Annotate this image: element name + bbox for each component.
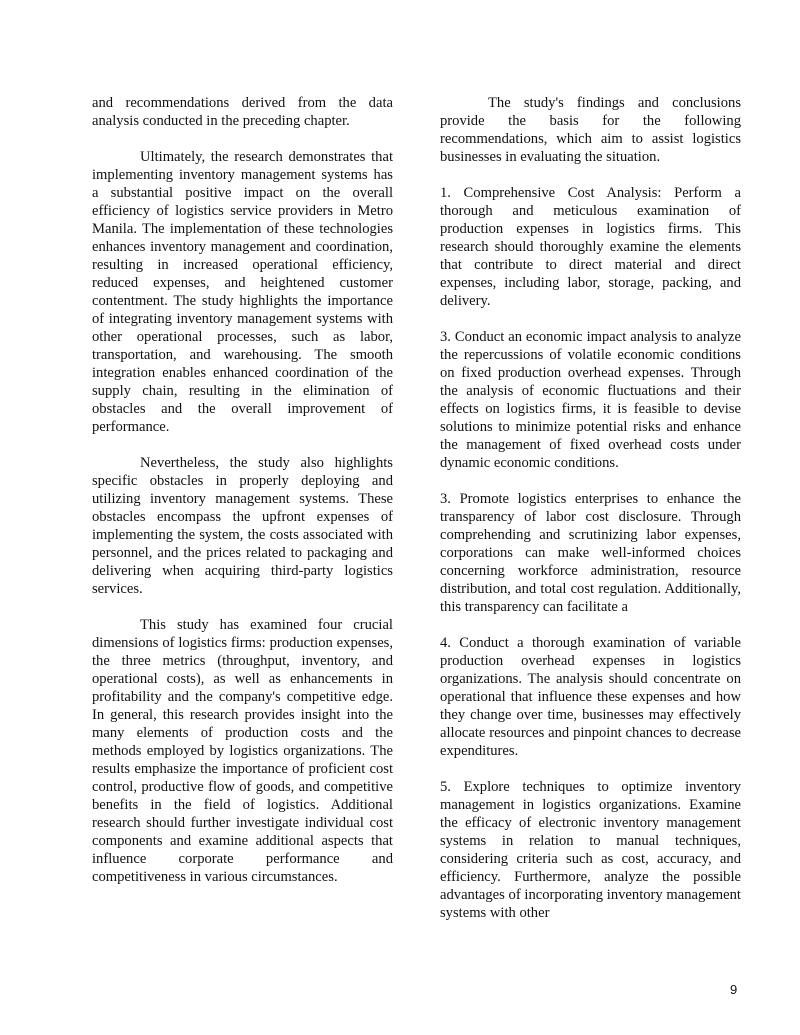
paragraph-conclusion-impact: Ultimately, the research demonstrates that implementing inventory management systems has a substantial positive impact on the overall efficiency of logistics service providers in Metro Manila. The implementation of these technologies enhances inventory management and coordination, resulting in increased operational efficiency, reduced expenses, and heightened customer contentment. The study highlights the importance of integrating inventory management systems with other operational processes, such as labor, transportation, and warehousing. The smooth integration enables enhanced coordination of the supply chain, resulting in the elimination of obstacles and the overall improvement of performance. [92, 149, 393, 435]
recommendation-item-labor-transparency: 3. Promote logistics enterprises to enhance the transparency of labor cost disclosure. Through comprehending and scrutinizing labor expenses, corporations can make well-informed choices concerning workforce administration, resource distribution, and total cost regulation. Additionally, this transparency can facilitate a [440, 491, 741, 615]
recommendation-item-4: 4. Conduct a thorough examination of variable production overhead expenses in logistics organizations. The analysis should concentrate on operational that influence these expenses and how they change over time, businesses may effectively allocate resources and pinpoint chances to decrease expenditures. [440, 635, 741, 759]
paragraph-recommendations-intro: The study's findings and conclusions provide the basis for the following recommendations, which aim to assist logistics businesses in evaluating the situation. [440, 95, 741, 165]
paragraph-dimensions: This study has examined four crucial dimensions of logistics firms: production expenses, the three metrics (throughput, inventory, and operational costs), as well as enhancements in profitability and the company's competitive edge. In general, this research provides insight into the many elements of production costs and the methods employed by logistics organizations. The results emphasize the importance of proficient cost control, productive flow of goods, and competitive benefits in the field of logistics. Additional research should further investigate individual cost components and examine additional aspects that influence corporate performance and competitiveness in various circumstances. [92, 617, 393, 885]
paragraph-obstacles: Nevertheless, the study also highlights specific obstacles in properly deploying and utilizing inventory management systems. These obstacles encompass the upfront expenses of implementing the system, the costs associated with personnel, and the prices related to packaging and delivering when acquiring third-party logistics services. [92, 455, 393, 597]
right-column [440, 94, 741, 940]
page-number: 9 [730, 982, 738, 997]
left-column [92, 94, 393, 904]
recommendation-item-economic-impact: 3. Conduct an economic impact analysis to analyze the repercussions of volatile economic conditions on fixed production overhead expenses. Through the analysis of economic fluctuations and their effects on logistics firms, it is feasible to devise solutions to minimize potential risks and enhance the management of fixed overhead costs under dynamic economic conditions. [440, 329, 741, 471]
recommendation-item-1: 1. Comprehensive Cost Analysis: Perform a thorough and meticulous examination of production expenses in logistics firms. This research should thoroughly examine the elements that contribute to direct material and direct expenses, including labor, storage, packing, and delivery. [440, 185, 741, 309]
recommendation-item-5: 5. Explore techniques to optimize inventory management in logistics organizations. Examine the efficacy of electronic inventory management systems in relation to manual techniques, considering criteria such as cost, accuracy, and efficiency. Furthermore, analyze the possible advantages of incorporating inventory management systems with other [440, 779, 741, 921]
paragraph-continuation: and recommendations derived from the data analysis conducted in the preceding chapter. [92, 95, 393, 129]
